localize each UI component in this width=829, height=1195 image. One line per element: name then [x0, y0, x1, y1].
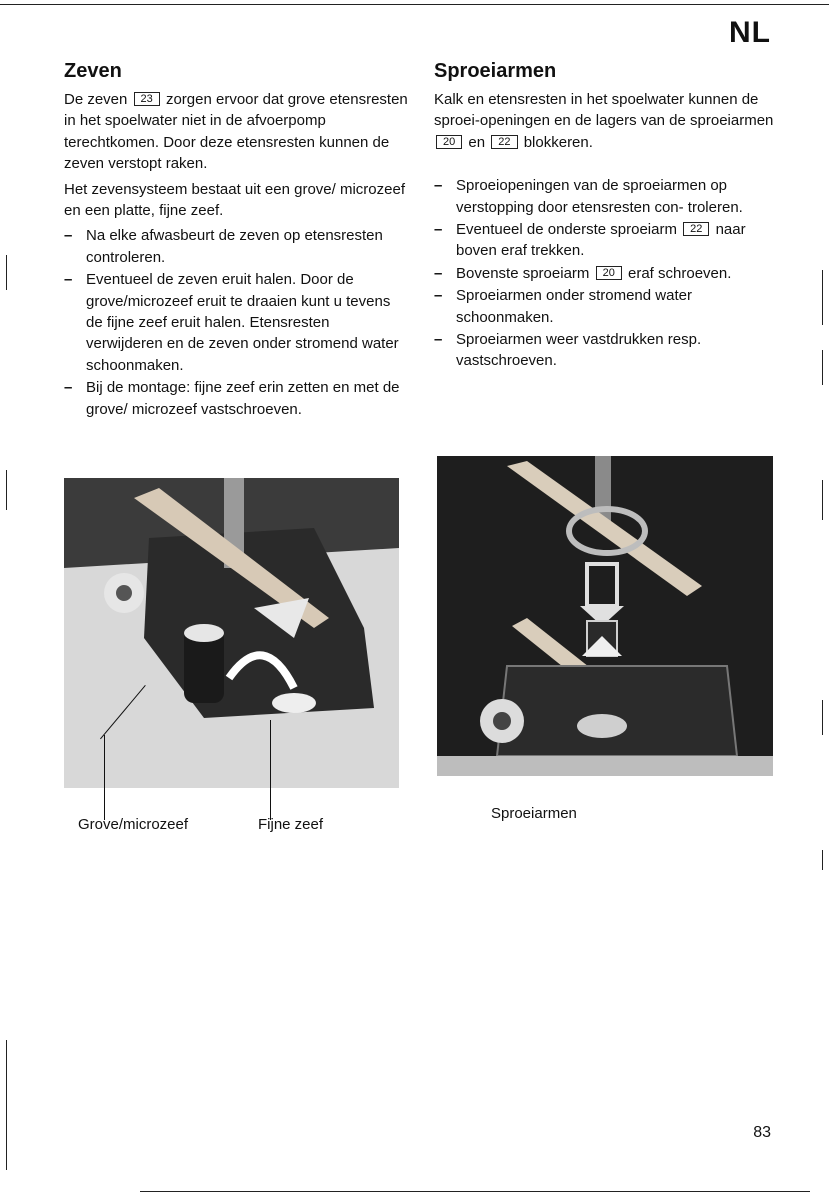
- top-edge-line: [0, 4, 829, 5]
- sieves-illustration: [64, 478, 399, 788]
- list-item: – Sproeiarmen onder stromend water schoonmaken.: [434, 287, 692, 326]
- coarse-sieve-leader: [104, 735, 105, 820]
- spray-arms-title: Sproeiarmen: [434, 60, 557, 82]
- list-item: – Na elke afwasbeurt de zeven op etensresten controleren.: [64, 227, 383, 266]
- right-margin-mark: [822, 270, 823, 325]
- list-item: – Eventueel de onderste sproeiarm 22 naar boven eraf trekken.: [434, 221, 746, 260]
- list-item: – Sproeiopeningen van de sproeiarmen op verstopping door etensresten con- troleren.: [434, 177, 743, 216]
- ref-badge-20: 20: [596, 266, 622, 280]
- list-item: – Bij de montage: fijne zeef erin zetten en met de grove/ microzeef vastschroeven.: [64, 379, 400, 418]
- list-item: – Sproeiarmen weer vastdrukken resp. vastschroeven.: [434, 331, 702, 370]
- right-margin-mark: [822, 850, 823, 870]
- right-margin-mark: [822, 700, 823, 735]
- spray-arms-illustration: [437, 456, 773, 776]
- sieves-section: [64, 60, 409, 421]
- ref-badge-20: 20: [436, 135, 462, 149]
- fine-sieve-caption: Fijne zeef: [258, 816, 324, 833]
- left-margin-mark: [6, 1040, 7, 1170]
- coarse-sieve-caption: Grove/microzeef: [78, 816, 189, 833]
- sieves-steps: [64, 225, 409, 420]
- sieves-photo: [64, 478, 399, 788]
- sieves-title: Zeven: [64, 60, 122, 82]
- sieves-intro: De zeven 23 zorgen ervoor dat grove etensresten in het spoelwater niet in de afvoerpomp terechtkomen. Door deze etensresten kunnen de zeven verstopt raken.: [64, 91, 408, 173]
- page-number: 83: [753, 1124, 771, 1141]
- spray-arms-caption: Sproeiarmen: [491, 805, 577, 822]
- spray-arms-section: [434, 60, 779, 373]
- left-margin-mark: [6, 255, 7, 290]
- language-label: NL: [729, 16, 771, 49]
- right-margin-mark: [822, 480, 823, 520]
- spray-arms-steps: [434, 175, 779, 372]
- spray-arms-intro: Kalk en etensresten in het spoelwater kunnen de sproei-openingen en de lagers van de sproeiarmen 20 en 22 blokkeren.: [434, 91, 774, 151]
- fine-sieve-leader: [270, 720, 271, 820]
- ref-badge-22: 22: [683, 222, 709, 236]
- right-margin-mark: [822, 350, 823, 385]
- left-margin-mark: [6, 470, 7, 510]
- bottom-edge-line: [140, 1191, 810, 1192]
- spray-arms-photo: [437, 456, 773, 776]
- list-item: – Eventueel de zeven eruit halen. Door de grove/microzeef eruit te draaien kunt u tevens de fijne zeef eruit halen. Etensresten verwijderen en de zeven onder stromend water schoonmaken.: [64, 271, 399, 374]
- ref-badge-22: 22: [491, 135, 517, 149]
- sieves-system-paragraph: Het zevensysteem bestaat uit een grove/ microzeef en een platte, fijne zeef.: [64, 180, 406, 220]
- ref-badge-23: 23: [134, 92, 160, 106]
- list-item: – Bovenste sproeiarm 20 eraf schroeven.: [434, 264, 732, 282]
